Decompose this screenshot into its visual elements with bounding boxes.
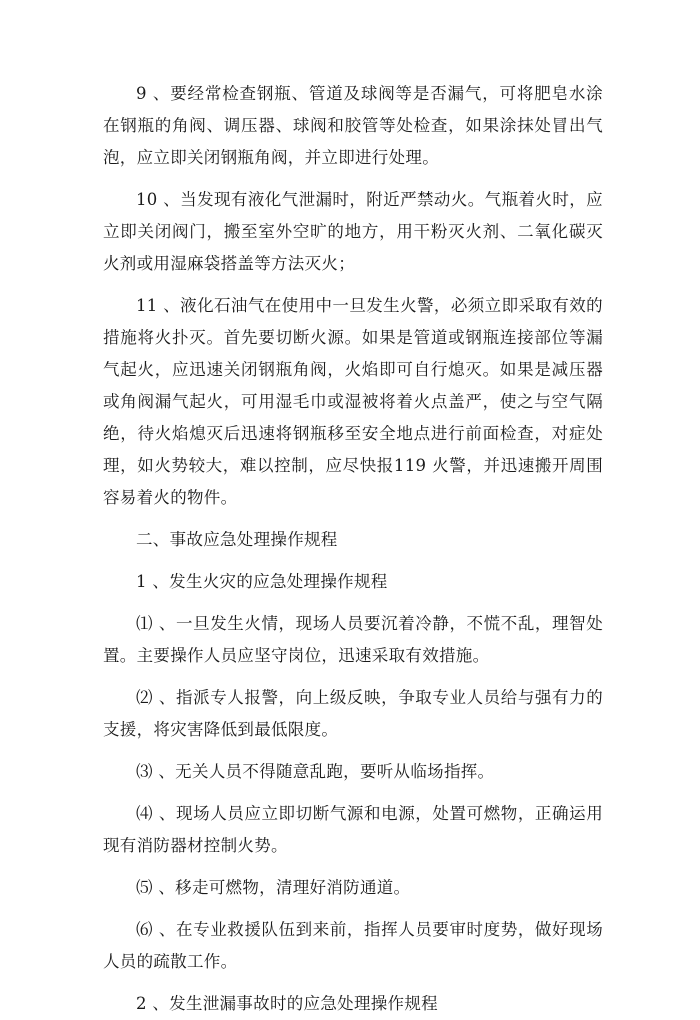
fire-step-5: ⑸ 、移走可燃物，清理好消防通道。 [136,878,411,897]
fire-step-6: ⑹ 、在专业救援队伍到来前，指挥人员要审时度势，做好现场人员的疏散工作。 [103,920,603,971]
fire-step-1: ⑴ 、一旦发生火情，现场人员要沉着冷静，不慌不乱，理智处置。主要操作人员应坚守岗位，迅速采取有效措施。 [103,614,603,665]
fire-step-2: ⑵ 、指派专人报警，向上级反映，争取专业人员给与强有力的支援，将灾害降低到最低限度。 [103,688,603,739]
section-heading-emergency: 二、事故应急处理操作规程 [136,530,338,549]
subsection-heading-leak: 2 、发生泄漏事故时的应急处理操作规程 [136,994,438,1013]
fire-step-4: ⑷ 、现场人员应立即切断气源和电源，处置可燃物，正确运用现有消防器材控制火势。 [103,804,603,855]
paragraph-item-10: 10 、当发现有液化气泄漏时，附近严禁动火。气瓶着火时，应立即关闭阀门，搬至室外空旷的地方，用干粉灭火剂、二氧化碳灭火剂或用湿麻袋搭盖等方法灭火； [103,190,603,273]
fire-step-3: ⑶ 、无关人员不得随意乱跑，要听从临场指挥。 [136,762,495,781]
subsection-heading-fire: 1 、发生火灾的应急处理操作规程 [136,572,388,591]
paragraph-item-11: 11 、液化石油气在使用中一旦发生火警，必须立即采取有效的措施将火扑灭。首先要切断火源。如果是管道或钢瓶连接部位等漏气起火，应迅速关闭钢瓶角阀，火焰即可自行熄灭。如果是减压器或角阀漏气起火，可用湿毛巾或湿被将着火点盖严，使之与空气隔绝，待火焰熄灭后迅速将钢瓶移至安全地点进行前面检查，对症处理，如火势较大，难以控制，应尽快报119 火警，并迅速搬开周围容易着火的物件。 [103,296,603,507]
document-body [103,78,603,1020]
paragraph-item-9: 9 、要经常检查钢瓶、管道及球阀等是否漏气，可将肥皂水涂在钢瓶的角阀、调压器、球阀和胶管等处检查，如果涂抹处冒出气泡，应立即关闭钢瓶角阀，并立即进行处理。 [103,84,603,167]
